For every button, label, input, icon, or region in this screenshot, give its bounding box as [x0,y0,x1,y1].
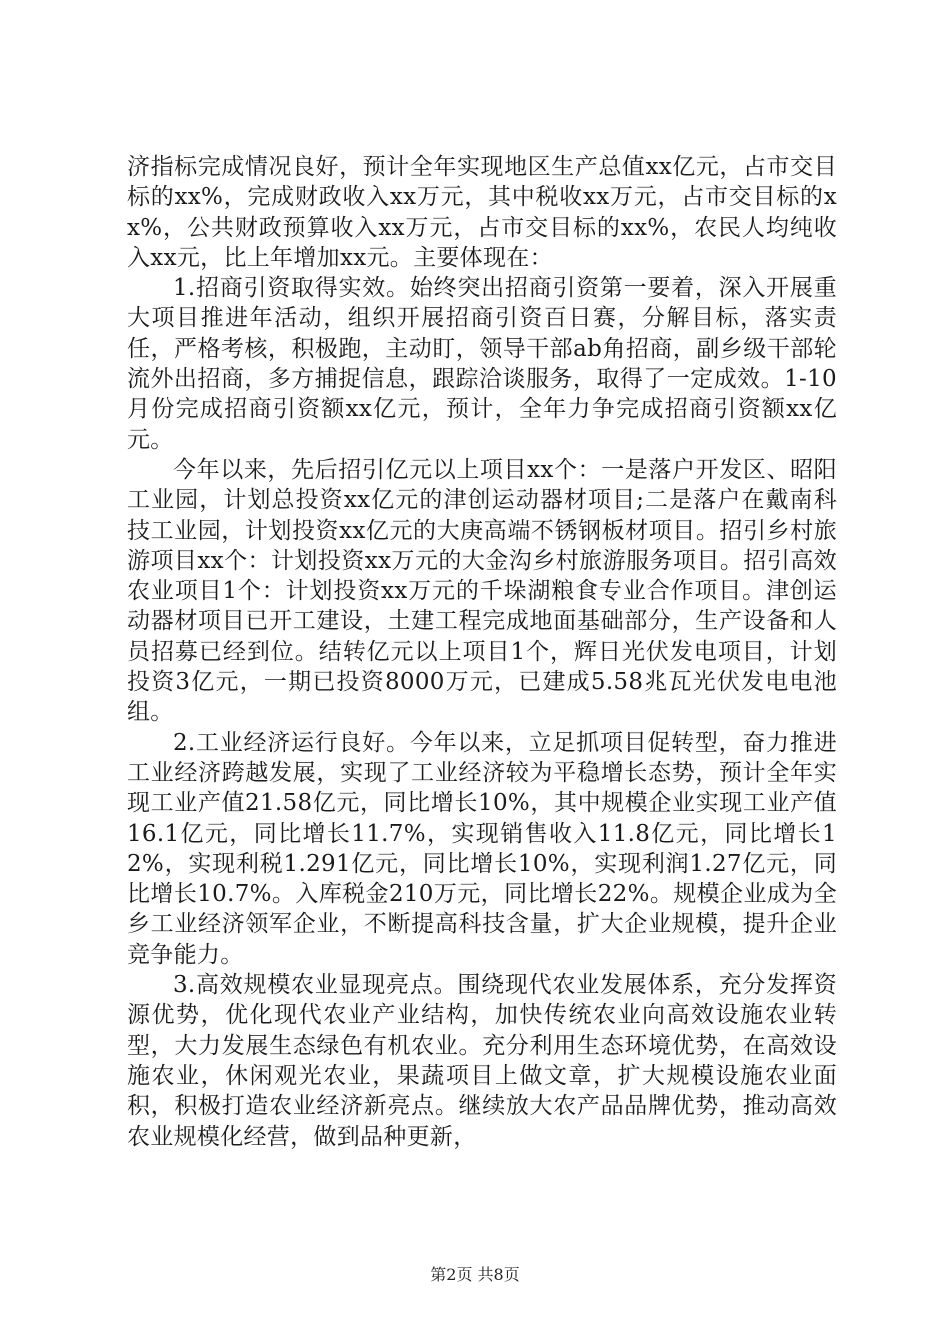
paragraph-1: 济指标完成情况良好，预计全年实现地区生产总值xx亿元，占市交目标的xx%，完成财政收入xx万元，其中税收xx万元，占市交目标的xx%，公共财政预算收入xx万元，占市交目标的xx%，农民人均纯收入xx元，比上年增加xx元。主要体现在： [127,154,837,271]
paragraph-5: 3.高效规模农业显现亮点。围绕现代农业发展体系，充分发挥资源优势，优化现代农业产业结构，加快传统农业向高效设施农业转型，大力发展生态绿色有机农业。充分利用生态环境优势，在高效设施农业，休闲观光农业，果蔬项目上做文章，扩大规模设施农业面积，积极打造农业经济新亮点。继续放大农产品品牌优势，推动高效农业规模化经营，做到品种更新， [127,972,837,1150]
paragraph-2: 1.招商引资取得实效。始终突出招商引资第一要着，深入开展重大项目推进年活动，组织开展招商引资百日赛，分解目标，落实责任，严格考核，积极跑，主动盯，领导干部ab角招商，副乡级干部轮流外出招商，多方捕捉信息，跟踪洽谈服务，取得了一定成效。1-10月份完成招商引资额xx亿元，预计，全年力争完成招商引资额xx亿元。 [127,275,837,453]
page-footer: 第2页 共8页 [430,1265,520,1284]
paragraph-3: 今年以来，先后招引亿元以上项目xx个：一是落户开发区、昭阳工业园，计划总投资xx亿元的津创运动器材项目;二是落户在戴南科技工业园，计划投资xx亿元的大庚高端不锈钢板材项目。招引乡村旅游项目xx个：计划投资xx万元的大金沟乡村旅游服务项目。招引高效农业项目1个：计划投资xx万元的千垛湖粮食专业合作项目。津创运动器材项目已开工建设，土建工程完成地面基础部分，生产设备和人员招募已经到位。结转亿元以上项目1个，辉日光伏发电项目，计划投资3亿元，一期已投资8000万元，已建成5.58兆瓦光伏发电电池组。 [127,456,837,726]
document-body [127,152,837,1152]
paragraph-4: 2.工业经济运行良好。今年以来，立足抓项目促转型，奋力推进工业经济跨越发展，实现了工业经济较为平稳增长态势，预计全年实现工业产值21.58亿元，同比增长10%，其中规模企业实现工业产值16.1亿元，同比增长11.7%，实现销售收入11.8亿元，同比增长12%，实现利税1.291亿元，同比增长10%，实现利润1.27亿元，同比增长10.7%。入库税金210万元，同比增长22%。规模企业成为全乡工业经济领军企业，不断提高科技含量，扩大企业规模，提升企业竞争能力。 [127,729,837,968]
